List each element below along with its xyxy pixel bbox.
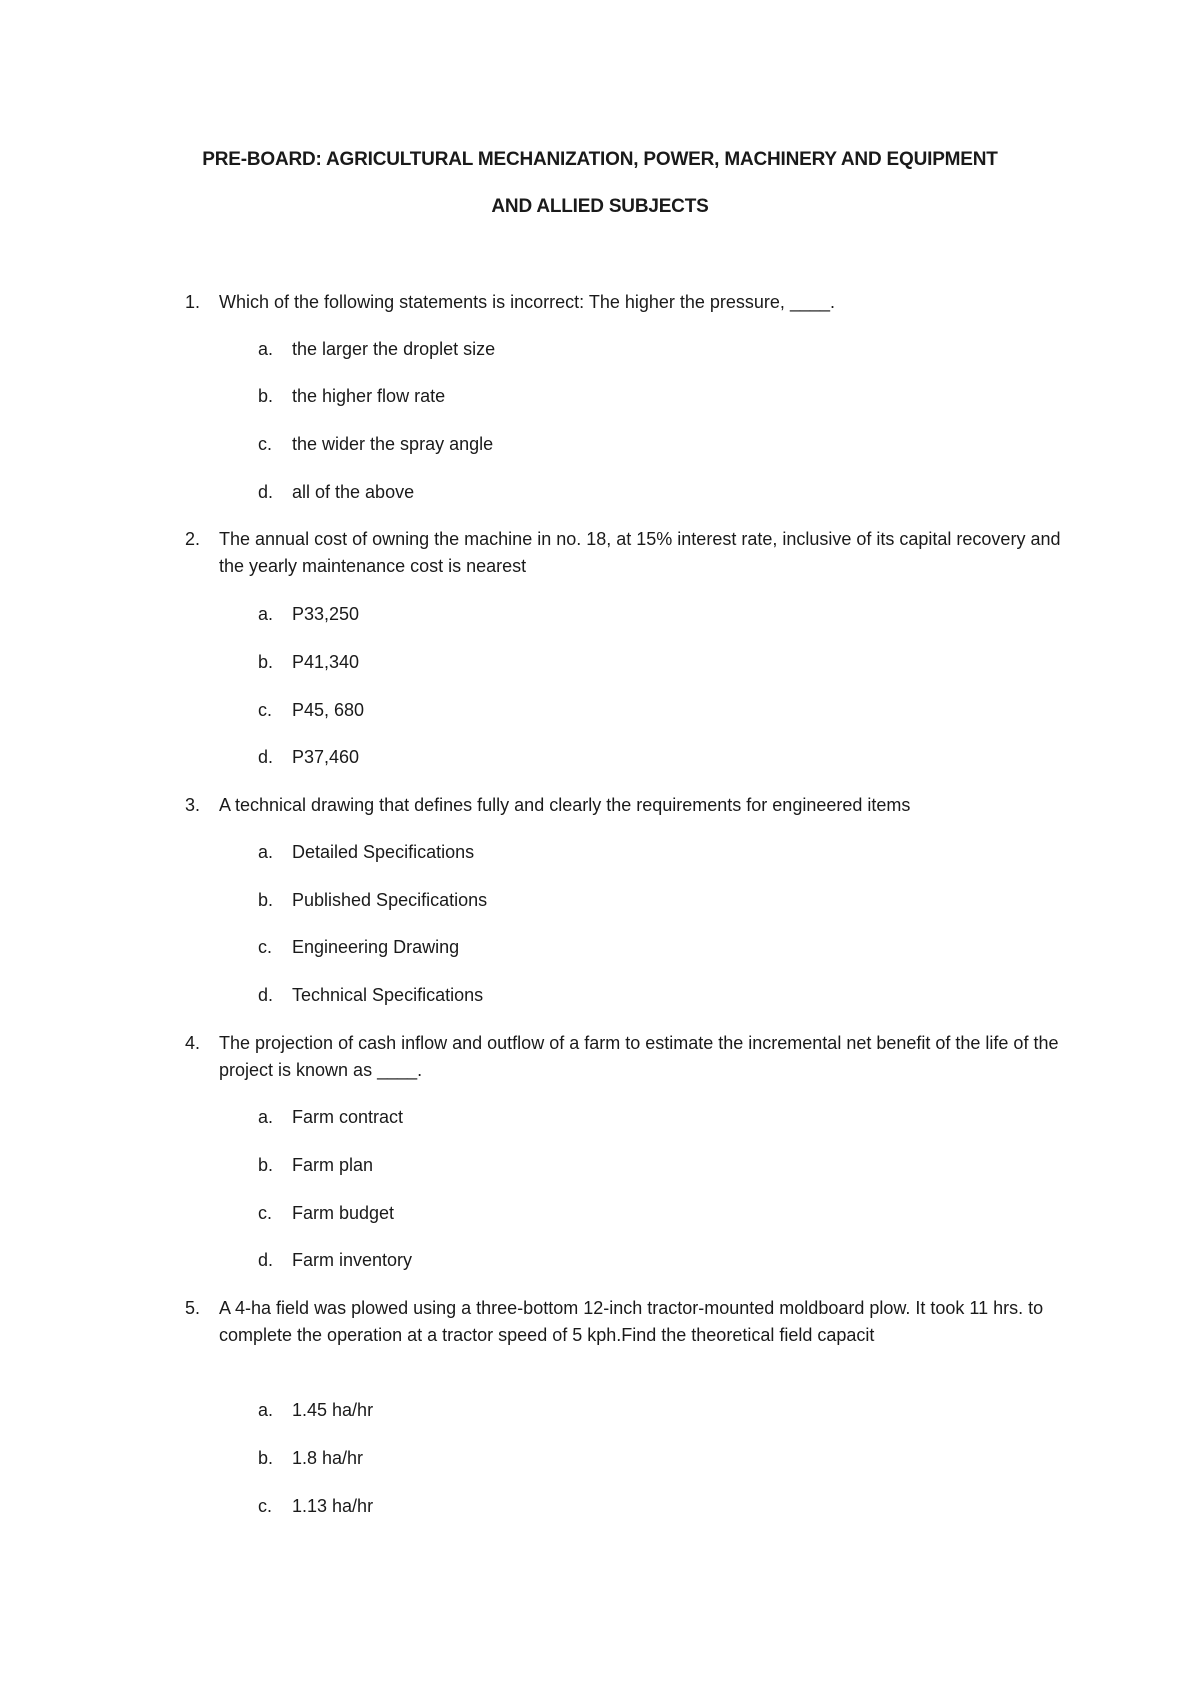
question-text: A 4-ha field was plowed using a three-bottom 12-inch tractor-mounted moldboard plow. It took 11 hrs. to complete the operation at a tractor speed of 5 kph.Find the theoretical field capacit	[219, 1298, 1044, 1345]
question-5	[185, 1295, 1065, 1349]
question-3-option-b	[258, 887, 487, 914]
option-text: 1.13 ha/hr	[292, 1496, 374, 1516]
question-2-option-a	[258, 601, 359, 628]
question-4-option-d	[258, 1247, 412, 1274]
option-letter: a.	[258, 604, 274, 624]
question-3-option-d	[258, 982, 483, 1009]
exam-title-line-2: AND ALLIED SUBJECTS	[491, 196, 709, 217]
option-text: 1.45 ha/hr	[292, 1400, 374, 1420]
question-5-option-a	[258, 1397, 373, 1424]
option-text: Published Specifications	[292, 890, 488, 910]
option-text: P41,340	[292, 652, 360, 672]
question-4-option-a	[258, 1104, 403, 1131]
option-text: all of the above	[292, 482, 415, 502]
question-2-option-c	[258, 697, 364, 724]
question-4-option-c	[258, 1200, 394, 1227]
option-text: P37,460	[292, 747, 360, 767]
option-letter: b.	[258, 1448, 274, 1468]
question-number: 2.	[185, 529, 201, 549]
option-letter: a.	[258, 842, 274, 862]
question-3-option-c	[258, 934, 459, 961]
option-text: Farm plan	[292, 1155, 374, 1175]
question-text: The annual cost of owning the machine in no. 18, at 15% interest rate, inclusive of its capital recovery and the yearly maintenance cost is nearest	[219, 529, 1061, 576]
question-4-option-b	[258, 1152, 373, 1179]
option-letter: b.	[258, 1155, 274, 1175]
option-letter: d.	[258, 482, 274, 502]
question-1-option-d	[258, 479, 414, 506]
option-text: Farm inventory	[292, 1250, 413, 1270]
option-text: the larger the droplet size	[292, 339, 496, 359]
option-letter: d.	[258, 985, 274, 1005]
option-text: Farm budget	[292, 1203, 395, 1223]
question-number: 4.	[185, 1033, 201, 1053]
option-text: the wider the spray angle	[292, 434, 494, 454]
option-letter: b.	[258, 386, 274, 406]
option-letter: c.	[258, 1203, 273, 1223]
option-letter: c.	[258, 700, 273, 720]
question-1-option-a	[258, 336, 495, 363]
question-text: Which of the following statements is incorrect: The higher the pressure, ____.	[219, 292, 835, 312]
option-text: Engineering Drawing	[292, 937, 460, 957]
question-4	[185, 1030, 1065, 1084]
option-letter: a.	[258, 339, 274, 359]
option-text: Farm contract	[292, 1107, 404, 1127]
exam-title-line-1: PRE-BOARD: AGRICULTURAL MECHANIZATION, POWER, MACHINERY AND EQUIPMENT	[202, 149, 998, 170]
option-text: 1.8 ha/hr	[292, 1448, 364, 1468]
question-1	[185, 289, 1065, 316]
question-number: 1.	[185, 292, 201, 312]
option-letter: d.	[258, 1250, 274, 1270]
question-1-option-b	[258, 383, 445, 410]
option-text: P45, 680	[292, 700, 365, 720]
option-letter: c.	[258, 937, 273, 957]
question-2-option-d	[258, 744, 359, 771]
question-text: The projection of cash inflow and outflow of a farm to estimate the incremental net benefit of the life of the project is known as ____.	[219, 1033, 1059, 1080]
option-letter: c.	[258, 1496, 273, 1516]
option-letter: b.	[258, 890, 274, 910]
question-3	[185, 792, 1065, 819]
question-text: A technical drawing that defines fully and clearly the requirements for engineered items	[219, 795, 911, 815]
option-text: P33,250	[292, 604, 360, 624]
option-text: the higher flow rate	[292, 386, 446, 406]
question-2	[185, 526, 1065, 580]
question-2-option-b	[258, 649, 359, 676]
option-letter: a.	[258, 1107, 274, 1127]
question-number: 5.	[185, 1298, 201, 1318]
option-text: Detailed Specifications	[292, 842, 475, 862]
option-letter: d.	[258, 747, 274, 767]
question-3-option-a	[258, 839, 474, 866]
question-5-option-b	[258, 1445, 363, 1472]
option-letter: a.	[258, 1400, 274, 1420]
question-1-option-c	[258, 431, 493, 458]
question-5-option-c	[258, 1493, 373, 1520]
question-number: 3.	[185, 795, 201, 815]
option-letter: c.	[258, 434, 273, 454]
option-letter: b.	[258, 652, 274, 672]
option-text: Technical Specifications	[292, 985, 484, 1005]
